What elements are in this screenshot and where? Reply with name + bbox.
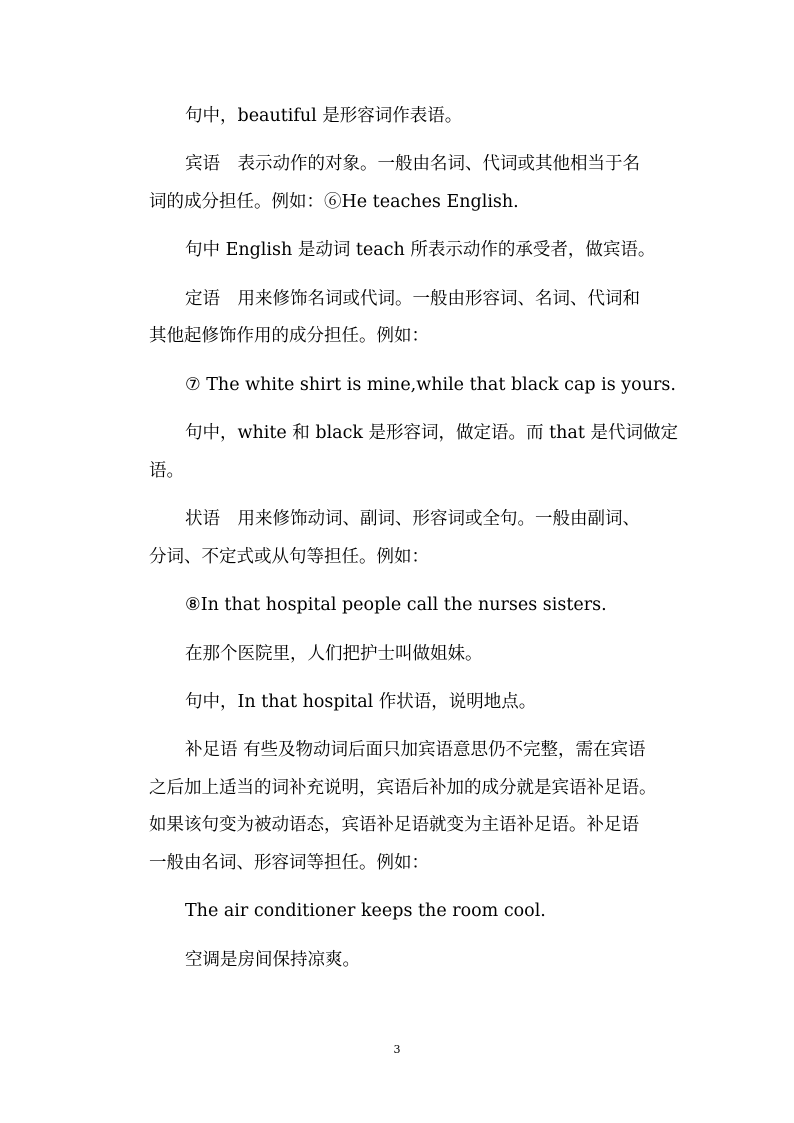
text-line: 在那个医院里，人们把护士叫做姐妹。 bbox=[185, 643, 483, 664]
text-line: 状语 用来修饰动词、副词、形容词或全句。一般由副词、 bbox=[185, 509, 640, 530]
text-line: 定语 用来修饰名词或代词。一般由形容词、名词、代词和 bbox=[185, 288, 640, 309]
text-line: 宾语 表示动作的对象。一般由名词、代词或其他相当于名 bbox=[185, 154, 640, 175]
paragraph-complement-translation bbox=[149, 942, 684, 980]
text-line: 语。 bbox=[149, 460, 184, 481]
text-line: 句中 English 是动词 teach 所表示动作的承受者，做宾语。 bbox=[185, 240, 656, 261]
text-line: ⑦ The white shirt is mine,while that black cap is yours. bbox=[185, 374, 676, 395]
text-line: 一般由名词、形容词等担任。例如： bbox=[149, 853, 429, 874]
text-line: 句中，beautiful 是形容词作表语。 bbox=[185, 106, 463, 126]
text-line: The air conditioner keeps the room cool. bbox=[185, 901, 546, 922]
text-line: 句中，In that hospital 作状语，说明地点。 bbox=[185, 691, 537, 712]
paragraph-complement-definition bbox=[149, 732, 684, 882]
paragraph-adverbial-explanation bbox=[149, 684, 684, 722]
paragraph-attribute-definition bbox=[149, 281, 684, 356]
text-line: 句中，white 和 black 是形容词，做定语。而 that 是代词做定 bbox=[185, 423, 678, 444]
paragraph-adverbial-example bbox=[149, 587, 684, 625]
text-line: 分词、不定式或从句等担任。例如： bbox=[149, 546, 429, 567]
text-line: 空调是房间保持凉爽。 bbox=[185, 949, 360, 970]
paragraph-predicative-example bbox=[149, 98, 684, 136]
text-line: 其他起修饰作用的成分担任。例如： bbox=[149, 326, 429, 347]
paragraph-object-definition bbox=[149, 146, 684, 221]
paragraph-adverbial-definition bbox=[149, 501, 684, 576]
text-line: ⑧In that hospital people call the nurses sisters. bbox=[185, 595, 607, 616]
paragraph-object-explanation bbox=[149, 232, 684, 270]
text-line: 补足语 有些及物动词后面只加宾语意思仍不完整，需在宾语 bbox=[185, 740, 646, 761]
text-line: 词的成分担任。例如：⑥He teaches English. bbox=[149, 191, 519, 212]
paragraph-attribute-example bbox=[149, 367, 684, 405]
page-number: 3 bbox=[393, 1043, 401, 1056]
page-body bbox=[149, 98, 684, 979]
text-line: 如果该句变为被动语态，宾语补足语就变为主语补足语。补足语 bbox=[149, 815, 639, 836]
paragraph-complement-example bbox=[149, 893, 684, 931]
text-line: 之后加上适当的词补充说明，宾语后补加的成分就是宾语补足语。 bbox=[149, 777, 657, 798]
paragraph-attribute-explanation bbox=[149, 415, 684, 490]
paragraph-adverbial-translation bbox=[149, 636, 684, 674]
